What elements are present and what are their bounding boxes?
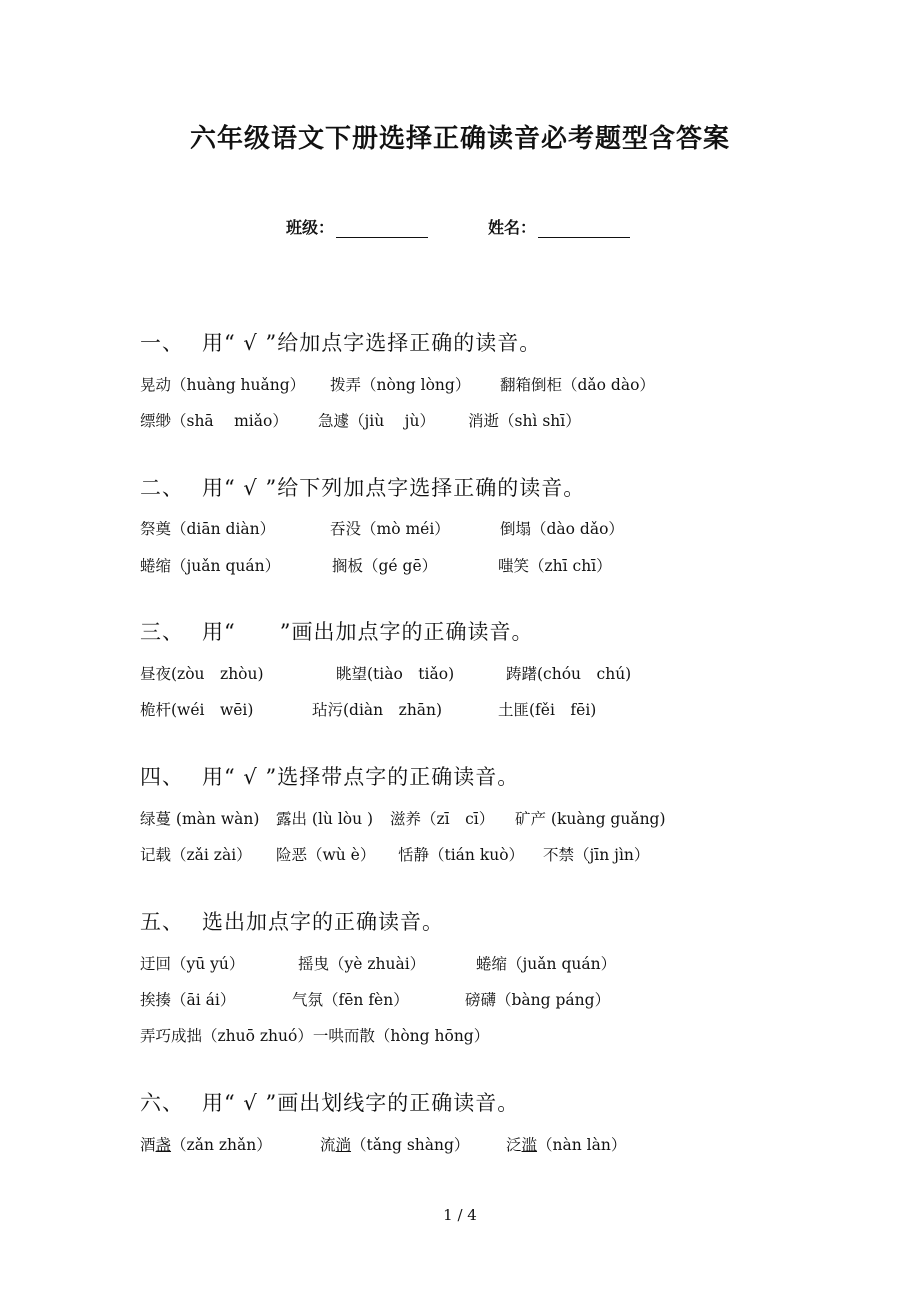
name-label: 姓名： (488, 218, 537, 237)
question-item: 拨弄（nòng lòng） (330, 376, 471, 394)
section-instruction: 用“ √ ”画出划线字的正确读音。 (202, 1091, 520, 1115)
question-item: 露出 (lù lòu ) (276, 810, 374, 828)
question-item: 弄巧成拙（zhuō zhuó）一哄而散（hòng hōng） (140, 1027, 490, 1045)
section-instruction: 用“ ”画出加点字的正确读音。 (202, 620, 534, 644)
underlined-char: 滥 (521, 1136, 538, 1154)
question-item: 桅杆(wéi wēi) (140, 701, 254, 719)
section-number: 一、 (140, 331, 184, 355)
question-item: 矿产 (kuàng guǎng) (515, 810, 666, 828)
question-item: 祭奠（diān diàn） (140, 520, 276, 538)
section-number: 六、 (140, 1091, 184, 1115)
question-item: 玷污(diàn zhān) (312, 701, 443, 719)
name-field (488, 215, 630, 238)
question-item: 酒盏（zǎn zhǎn） (140, 1136, 272, 1154)
question-item: 嗤笑（zhī chī） (498, 557, 612, 575)
question-item: 昼夜(zòu zhòu) (140, 665, 264, 683)
section-4-title (140, 761, 519, 791)
question-item: 迂回（yū yú） (140, 955, 245, 973)
question-item: 眺望(tiào tiǎo) (336, 665, 455, 683)
question-item: 滋养（zī cī） (390, 810, 495, 828)
question-item: 记载（zǎi zài） (140, 846, 252, 864)
question-item: 不禁（jīn jìn） (543, 846, 650, 864)
question-item: 晃动（huàng huǎng） (140, 376, 306, 394)
question-item: 吞没（mò méi） (330, 520, 450, 538)
question-item: 搁板（gé gē） (332, 557, 438, 575)
page-title: 六年级语文下册选择正确读音必考题型含答案 (189, 124, 730, 154)
page-number: 1 / 4 (443, 1206, 477, 1224)
class-label: 班级： (286, 218, 335, 237)
section-1-title (140, 327, 541, 357)
question-item: 踌躇(chóu chú) (506, 665, 632, 683)
class-field (286, 215, 428, 238)
question-item: 挨揍（āi ái） (140, 991, 236, 1009)
question-item: 险恶（wù è） (276, 846, 376, 864)
section-number: 四、 (140, 765, 184, 789)
question-item: 缥缈（shā miǎo） (140, 412, 288, 430)
section-instruction: 选出加点字的正确读音。 (202, 910, 444, 934)
section-6-title (140, 1087, 519, 1117)
question-item: 气氛（fēn fèn） (292, 991, 409, 1009)
question-item: 急遽（jiù jù） (318, 412, 435, 430)
section-number: 三、 (140, 620, 184, 644)
question-item: 泛滥（nàn làn） (506, 1136, 627, 1154)
section-5-title (140, 906, 444, 936)
question-item: 消逝（shì shī） (468, 412, 581, 430)
section-number: 五、 (140, 910, 184, 934)
section-instruction: 用“ √ ”给加点字选择正确的读音。 (202, 331, 542, 355)
underlined-char: 淌 (335, 1136, 352, 1154)
question-item: 绿蔓 (màn wàn) (140, 810, 260, 828)
question-item: 翻箱倒柜（dǎo dào） (500, 376, 655, 394)
question-item: 倒塌（dào dǎo） (500, 520, 624, 538)
section-2-title (140, 472, 585, 502)
question-item: 蜷缩（juǎn quán） (476, 955, 617, 973)
underlined-char: 盏 (155, 1136, 172, 1154)
section-number: 二、 (140, 476, 184, 500)
section-instruction: 用“ √ ”给下列加点字选择正确的读音。 (202, 476, 586, 500)
section-3-title (140, 616, 533, 646)
class-blank-line (336, 223, 428, 238)
question-item: 磅礴（bàng páng） (465, 991, 611, 1009)
question-item: 土匪(fěi fēi) (498, 701, 597, 719)
question-item: 蜷缩（juǎn quán） (140, 557, 281, 575)
question-item: 摇曳（yè zhuài） (298, 955, 426, 973)
question-item: 恬静（tián kuò） (398, 846, 525, 864)
name-blank-line (538, 223, 630, 238)
question-item: 流淌（tǎng shàng） (320, 1136, 470, 1154)
section-instruction: 用“ √ ”选择带点字的正确读音。 (202, 765, 520, 789)
